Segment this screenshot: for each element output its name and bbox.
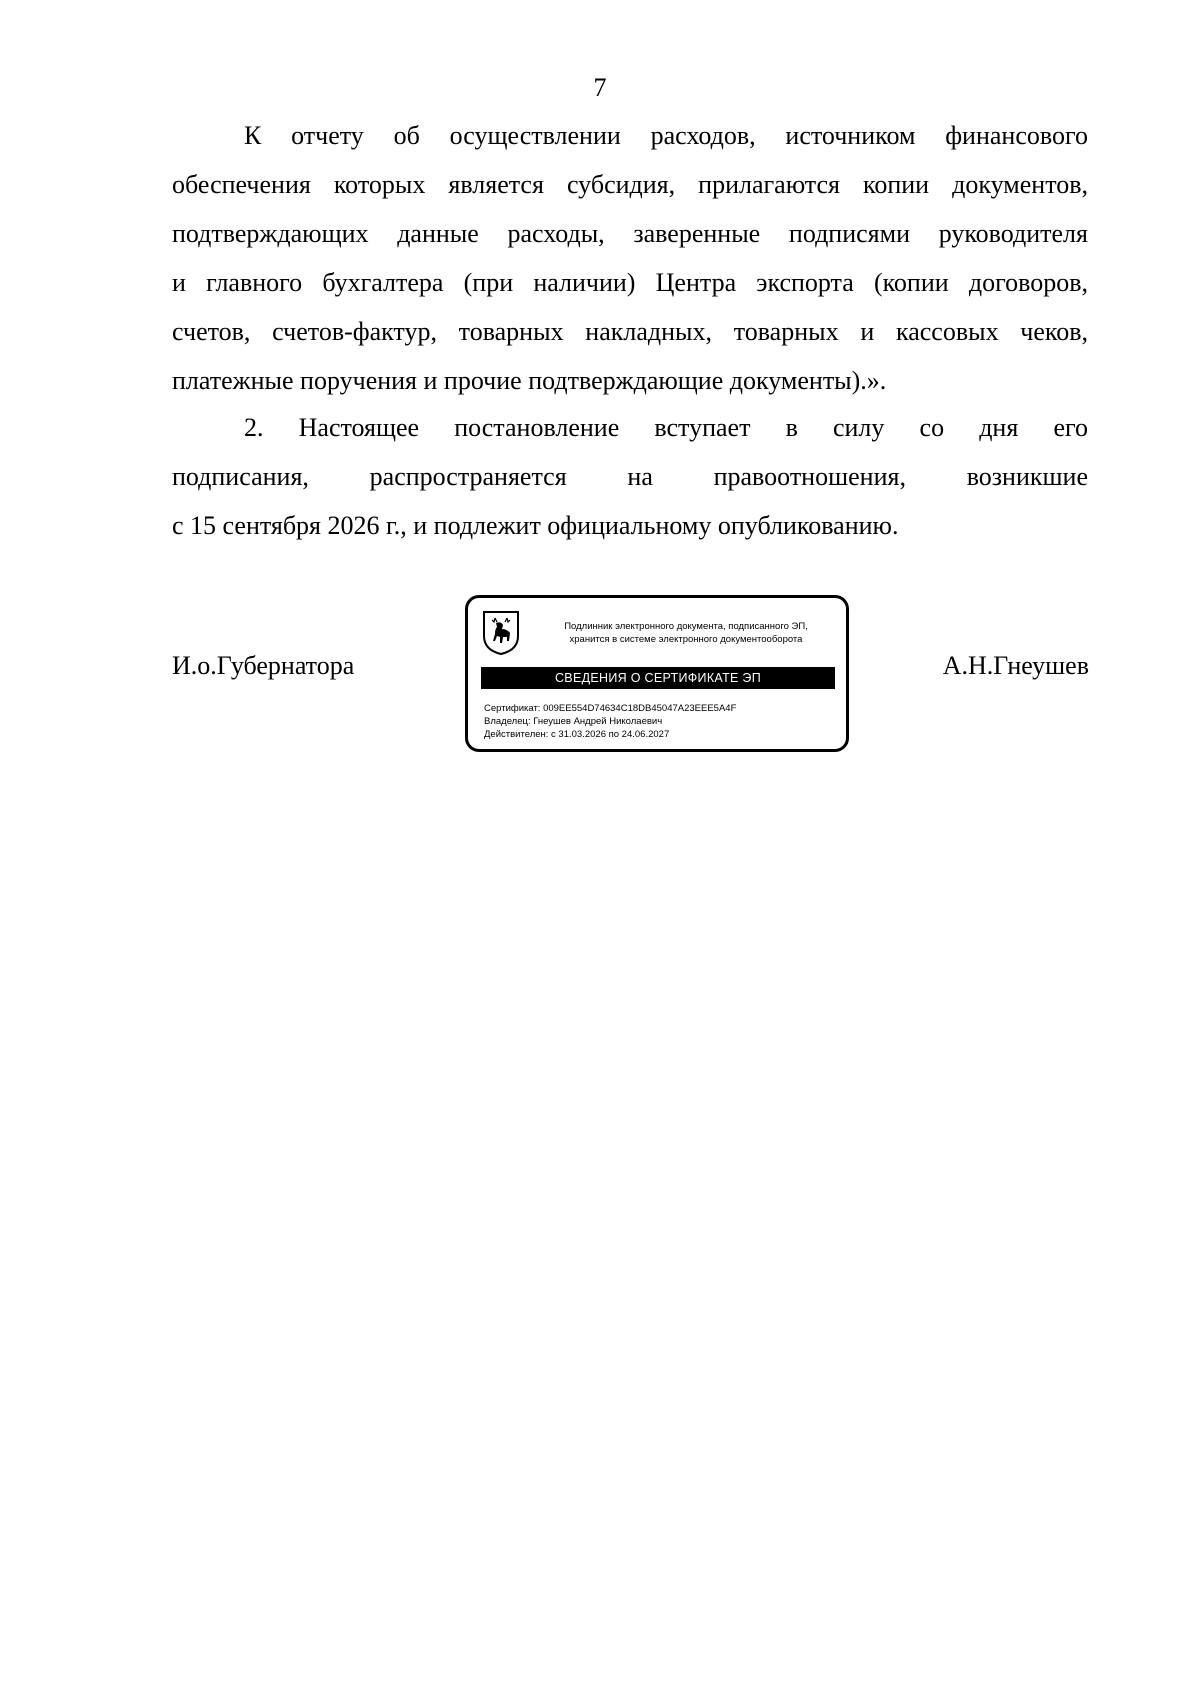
text-line: подтверждающих данные расходы, заверенные подписями руководителя xyxy=(172,219,1088,248)
text-line: 2. Настоящее постановление вступает в силу со дня его xyxy=(244,413,1088,442)
text-line: и главного бухгалтера (при наличии) Центра экспорта (копии договоров, xyxy=(172,268,1088,297)
text-line: платежные поручения и прочие подтверждающие документы).». xyxy=(172,366,887,395)
stamp-certificate-details xyxy=(484,702,736,741)
signatory-position: И.о.Губернатора xyxy=(172,651,355,680)
stamp-notice-line: Подлинник электронного документа, подписанного ЭП, xyxy=(564,621,808,632)
signatory-name: А.Н.Гнеушев xyxy=(942,651,1089,680)
paragraph-effective-date xyxy=(172,403,1088,550)
stamp-banner: СВЕДЕНИЯ О СЕРТИФИКАТЕ ЭП xyxy=(481,667,835,689)
text-line: обеспечения которых является субсидия, прилагаются копии документов, xyxy=(172,170,1088,199)
certificate-owner: Владелец: Гнеушев Андрей Николаевич xyxy=(484,716,663,727)
electronic-signature-stamp xyxy=(465,595,849,752)
text-line: подписания, распространяется на правоотношения, возникшие xyxy=(172,462,1088,491)
stamp-notice xyxy=(532,620,840,646)
paragraph-report-attachments xyxy=(172,111,1088,405)
text-line: с 15 сентября 2026 г., и подлежит официальному опубликованию. xyxy=(172,511,899,540)
deer-coat-of-arms-icon xyxy=(481,610,521,656)
stamp-notice-line: хранится в системе электронного документооборота xyxy=(569,634,803,645)
text-line: К отчету об осуществлении расходов, источником финансового xyxy=(244,121,1088,150)
certificate-serial: Сертификат: 009EE554D74634C18DB45047A23EEE5A4F xyxy=(484,703,737,714)
text-line: счетов, счетов-фактур, товарных накладных, товарных и кассовых чеков, xyxy=(172,317,1088,346)
certificate-validity: Действителен: с 31.03.2026 по 24.06.2027 xyxy=(484,729,670,740)
page-number: 7 xyxy=(593,73,607,102)
